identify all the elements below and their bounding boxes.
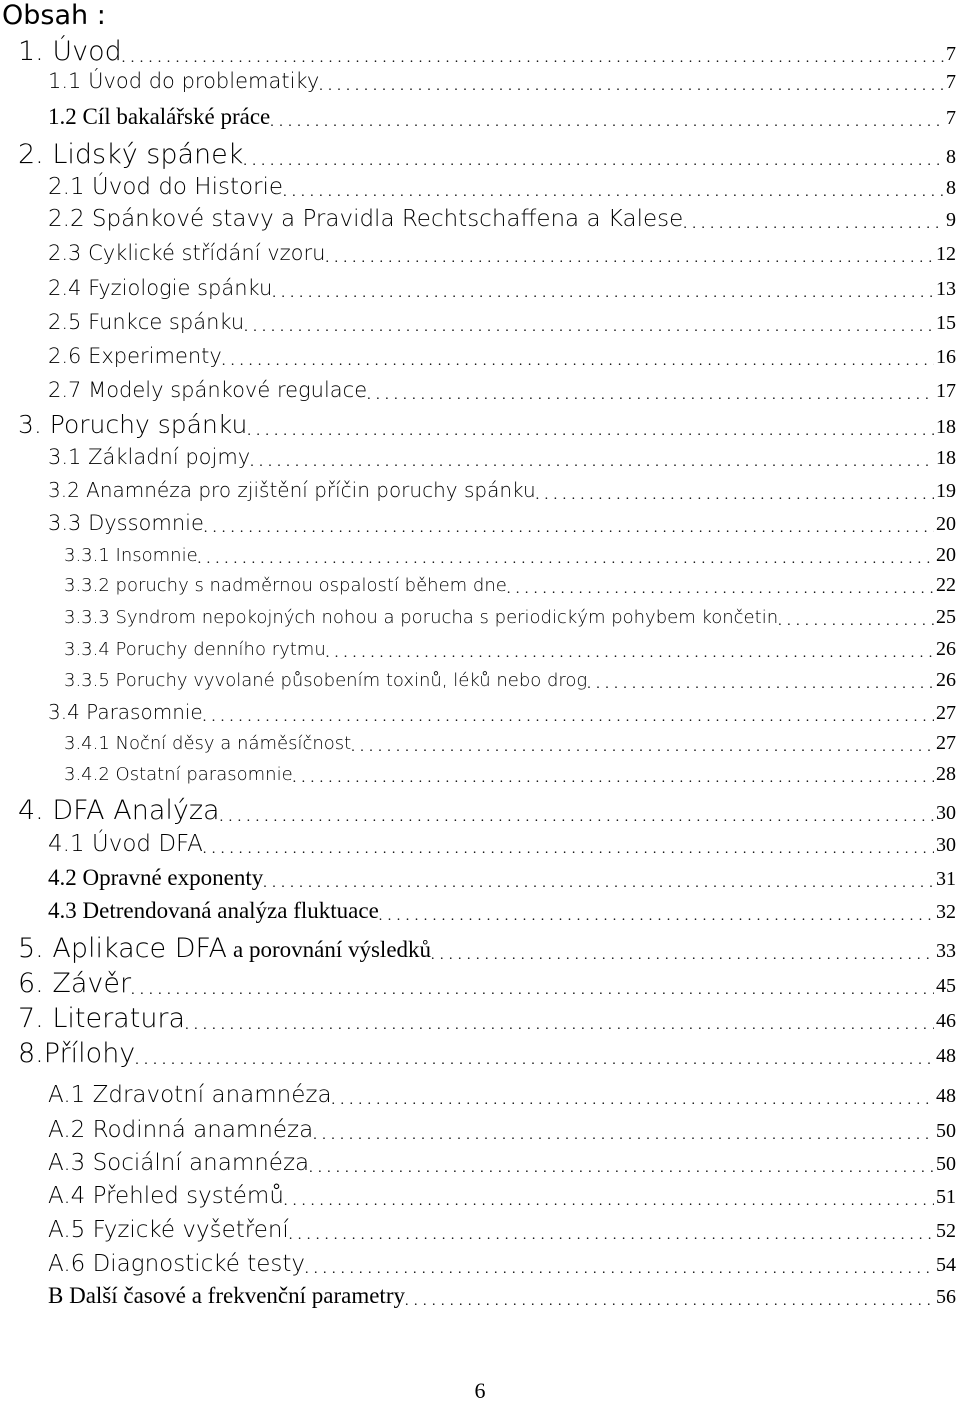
toc-entry-page: 16 bbox=[936, 346, 956, 368]
toc-entry-label: 4.3 Detrendovaná analýza fluktuace bbox=[48, 898, 379, 923]
toc-entry-page: 48 bbox=[936, 1085, 956, 1107]
toc-entry-page: 50 bbox=[936, 1120, 956, 1142]
toc-entry bbox=[18, 139, 956, 171]
dot-leader bbox=[587, 675, 934, 693]
toc-entry-label: B Další časové a frekvenční parametry bbox=[48, 1283, 405, 1308]
dot-leader bbox=[203, 708, 934, 726]
toc-entry-label: 1.1 Úvod do problematiky bbox=[48, 69, 320, 93]
dot-leader bbox=[220, 808, 934, 826]
dot-leader bbox=[332, 1091, 934, 1109]
toc-entry-page: 18 bbox=[936, 416, 956, 438]
toc-entry-page: 30 bbox=[936, 802, 956, 824]
toc-entry bbox=[18, 36, 956, 68]
toc-entry-label: 2.6 Experimenty bbox=[48, 344, 222, 368]
dot-leader bbox=[284, 1192, 934, 1210]
toc-entry-label: 3.4.1 Noční děsy a náměsíčnost bbox=[64, 733, 352, 754]
toc-entry bbox=[48, 478, 956, 510]
toc-entry-page: 20 bbox=[936, 544, 956, 566]
dot-leader bbox=[185, 1016, 934, 1034]
toc-entry bbox=[18, 1003, 956, 1035]
toc-entry-page: 26 bbox=[936, 669, 956, 691]
dot-leader bbox=[203, 840, 934, 858]
toc-entry-label: 5. Aplikace DFA bbox=[18, 933, 228, 964]
toc-entry bbox=[48, 241, 956, 273]
toc-entry-page: 26 bbox=[936, 638, 956, 660]
toc-entry-page: 32 bbox=[936, 901, 956, 923]
toc-entry-label: 8.Přílohy bbox=[18, 1038, 136, 1069]
toc-entry-label: 2.4 Fyziologie spánku bbox=[48, 276, 273, 300]
dot-leader bbox=[135, 1051, 934, 1069]
toc-entry-label: 3.3.1 Insomnie bbox=[64, 545, 198, 566]
toc-entry-page: 28 bbox=[936, 763, 956, 785]
dot-leader bbox=[431, 946, 934, 964]
toc-entry-page: 50 bbox=[936, 1153, 956, 1175]
toc-entry-page: 30 bbox=[936, 834, 956, 856]
dot-leader bbox=[222, 352, 934, 370]
toc-entry-label: 3.1 Základní pojmy bbox=[48, 445, 251, 469]
toc-entry-label: 3.3.3 Syndrom nepokojných nohou a porucha s periodickým pohybem končetin bbox=[64, 607, 779, 628]
toc-entry-label-continuation: a porovnání výsledků bbox=[233, 937, 432, 962]
dot-leader bbox=[305, 1260, 934, 1278]
toc-entry-page: 15 bbox=[936, 312, 956, 334]
dot-leader bbox=[293, 769, 934, 787]
toc-entry bbox=[48, 276, 956, 308]
toc-entry bbox=[48, 1150, 956, 1182]
dot-leader bbox=[198, 550, 934, 568]
toc-entry-page: 7 bbox=[946, 71, 956, 93]
dot-leader bbox=[351, 738, 934, 756]
dot-leader bbox=[289, 1226, 934, 1244]
toc-entry bbox=[48, 1251, 956, 1283]
dot-leader bbox=[250, 453, 934, 471]
dot-leader bbox=[272, 284, 934, 302]
toc-entry bbox=[48, 700, 956, 732]
toc-entry-label: 4.1 Úvod DFA bbox=[48, 831, 203, 857]
toc-entry bbox=[48, 206, 956, 238]
toc-entry bbox=[64, 544, 956, 576]
dot-leader bbox=[367, 386, 934, 404]
toc-entry bbox=[18, 410, 956, 442]
toc-entry-page: 27 bbox=[936, 702, 956, 724]
toc-entry-page: 8 bbox=[946, 146, 956, 168]
toc-entry bbox=[48, 310, 956, 342]
toc-entry-label: 2. Lidský spánek bbox=[18, 139, 244, 170]
toc-entry-label: 3.3 Dyssomnie bbox=[48, 511, 204, 535]
toc-entry-label: A.5 Fyzické vyšetření bbox=[48, 1217, 289, 1243]
dot-leader bbox=[326, 644, 934, 662]
toc-entry-page: 51 bbox=[936, 1186, 956, 1208]
toc-entry-page: 20 bbox=[936, 513, 956, 535]
dot-leader bbox=[319, 77, 944, 95]
dot-leader bbox=[270, 113, 944, 131]
dot-leader bbox=[243, 152, 944, 170]
toc-entry-page: 25 bbox=[936, 606, 956, 628]
toc-entry-label: A.4 Přehled systémů bbox=[48, 1183, 284, 1209]
toc-entry-page: 19 bbox=[936, 480, 956, 502]
toc-entry bbox=[48, 378, 956, 410]
toc-entry-page: 56 bbox=[936, 1286, 956, 1308]
toc-entry-page: 22 bbox=[936, 574, 956, 596]
toc-entry-label: A.3 Sociální anamnéza bbox=[48, 1150, 310, 1176]
toc-entry-label: 2.5 Funkce spánku bbox=[48, 310, 245, 334]
toc-entry-page: 33 bbox=[936, 940, 956, 962]
toc-entry-label: 1. Úvod bbox=[18, 36, 122, 67]
toc-entry bbox=[48, 865, 956, 897]
dot-leader bbox=[683, 215, 944, 233]
toc-entry-page: 54 bbox=[936, 1254, 956, 1276]
toc-entry bbox=[48, 1082, 956, 1114]
toc-entry bbox=[18, 795, 956, 827]
dot-leader bbox=[244, 318, 934, 336]
toc-entry-label: 2.1 Úvod do Historie bbox=[48, 174, 284, 200]
toc-entry bbox=[48, 831, 956, 863]
dot-leader bbox=[247, 422, 934, 440]
toc-entry-label: 7. Literatura bbox=[18, 1003, 186, 1034]
toc-entry bbox=[48, 511, 956, 543]
dot-leader bbox=[405, 1292, 934, 1310]
toc-entry-label: 3.3.5 Poruchy vyvolané působením toxinů, léků nebo drog bbox=[64, 670, 588, 691]
page-number: 6 bbox=[474, 1378, 486, 1403]
dot-leader bbox=[263, 874, 934, 892]
toc-entry-label: A.6 Diagnostické testy bbox=[48, 1251, 306, 1277]
toc-entry-label: 3.2 Anamnéza pro zjištění příčin poruchy spánku bbox=[48, 478, 536, 502]
dot-leader bbox=[309, 1159, 934, 1177]
dot-leader bbox=[379, 907, 934, 925]
dot-leader bbox=[131, 981, 934, 999]
toc-entry-label: A.1 Zdravotní anamnéza bbox=[48, 1082, 332, 1108]
toc-entry-page: 9 bbox=[946, 209, 956, 231]
dot-leader bbox=[204, 519, 934, 537]
toc-entry-label: A.2 Rodinná anamnéza bbox=[48, 1117, 314, 1143]
toc-entry bbox=[18, 933, 956, 965]
toc-heading: Obsah : bbox=[2, 0, 106, 31]
toc-entry bbox=[48, 1183, 956, 1215]
toc-entry bbox=[18, 1038, 956, 1070]
toc-entry bbox=[64, 763, 956, 795]
toc-entry-label: 4. DFA Analýza bbox=[18, 795, 220, 826]
dot-leader bbox=[122, 49, 944, 67]
toc-entry bbox=[48, 1217, 956, 1249]
toc-entry-page: 46 bbox=[936, 1010, 956, 1032]
toc-entry-label: 2.7 Modely spánkové regulace bbox=[48, 378, 368, 402]
toc-entry bbox=[64, 574, 956, 606]
dot-leader bbox=[313, 1126, 934, 1144]
toc-entry-page: 8 bbox=[946, 177, 956, 199]
toc-entry bbox=[48, 1117, 956, 1149]
toc-entry bbox=[64, 638, 956, 670]
toc-entry-label: 2.3 Cyklické střídání vzoru bbox=[48, 241, 326, 265]
toc-entry-label: 3.4.2 Ostatní parasomnie bbox=[64, 764, 293, 785]
toc-entry-label: 3.4 Parasomnie bbox=[48, 700, 203, 724]
toc-entry bbox=[48, 174, 956, 206]
toc-entry-page: 18 bbox=[936, 447, 956, 469]
toc-entry-page: 31 bbox=[936, 868, 956, 890]
toc-entry-page: 45 bbox=[936, 975, 956, 997]
toc-entry bbox=[18, 968, 956, 1000]
toc-entry-page: 17 bbox=[936, 380, 956, 402]
toc-entry-label: 3.3.2 poruchy s nadměrnou ospalostí během dne bbox=[64, 575, 507, 596]
toc-entry bbox=[64, 732, 956, 764]
toc-entry-label: 1.2 Cíl bakalářské práce bbox=[48, 104, 271, 129]
toc-entry-label: 4.2 Opravné exponenty bbox=[48, 865, 264, 890]
toc-entry-page: 12 bbox=[936, 243, 956, 265]
toc-entry-page: 13 bbox=[936, 278, 956, 300]
toc-entry bbox=[64, 669, 956, 701]
toc-entry bbox=[48, 898, 956, 930]
dot-leader bbox=[536, 486, 934, 504]
toc-entry-label: 3.3.4 Poruchy denního rytmu bbox=[64, 639, 326, 660]
dot-leader bbox=[283, 183, 944, 201]
toc-entry bbox=[48, 69, 956, 101]
toc-entry bbox=[48, 344, 956, 376]
toc-entry-label: 3. Poruchy spánku bbox=[18, 410, 248, 439]
toc-entry-label: 2.2 Spánkové stavy a Pravidla Rechtschaffena a Kalese bbox=[48, 206, 684, 232]
dot-leader bbox=[778, 612, 934, 630]
toc-entry-page: 48 bbox=[936, 1045, 956, 1067]
toc-entry-page: 7 bbox=[946, 43, 956, 65]
toc-entry-page: 7 bbox=[946, 107, 956, 129]
toc-entry-label: 6. Závěr bbox=[18, 968, 132, 999]
dot-leader bbox=[507, 580, 934, 598]
toc-entry-page: 52 bbox=[936, 1220, 956, 1242]
toc-entry bbox=[48, 1283, 956, 1315]
toc-entry bbox=[64, 606, 956, 638]
dot-leader bbox=[325, 249, 934, 267]
toc-entry bbox=[48, 104, 956, 136]
toc-entry-page: 27 bbox=[936, 732, 956, 754]
toc-entry bbox=[48, 445, 956, 477]
